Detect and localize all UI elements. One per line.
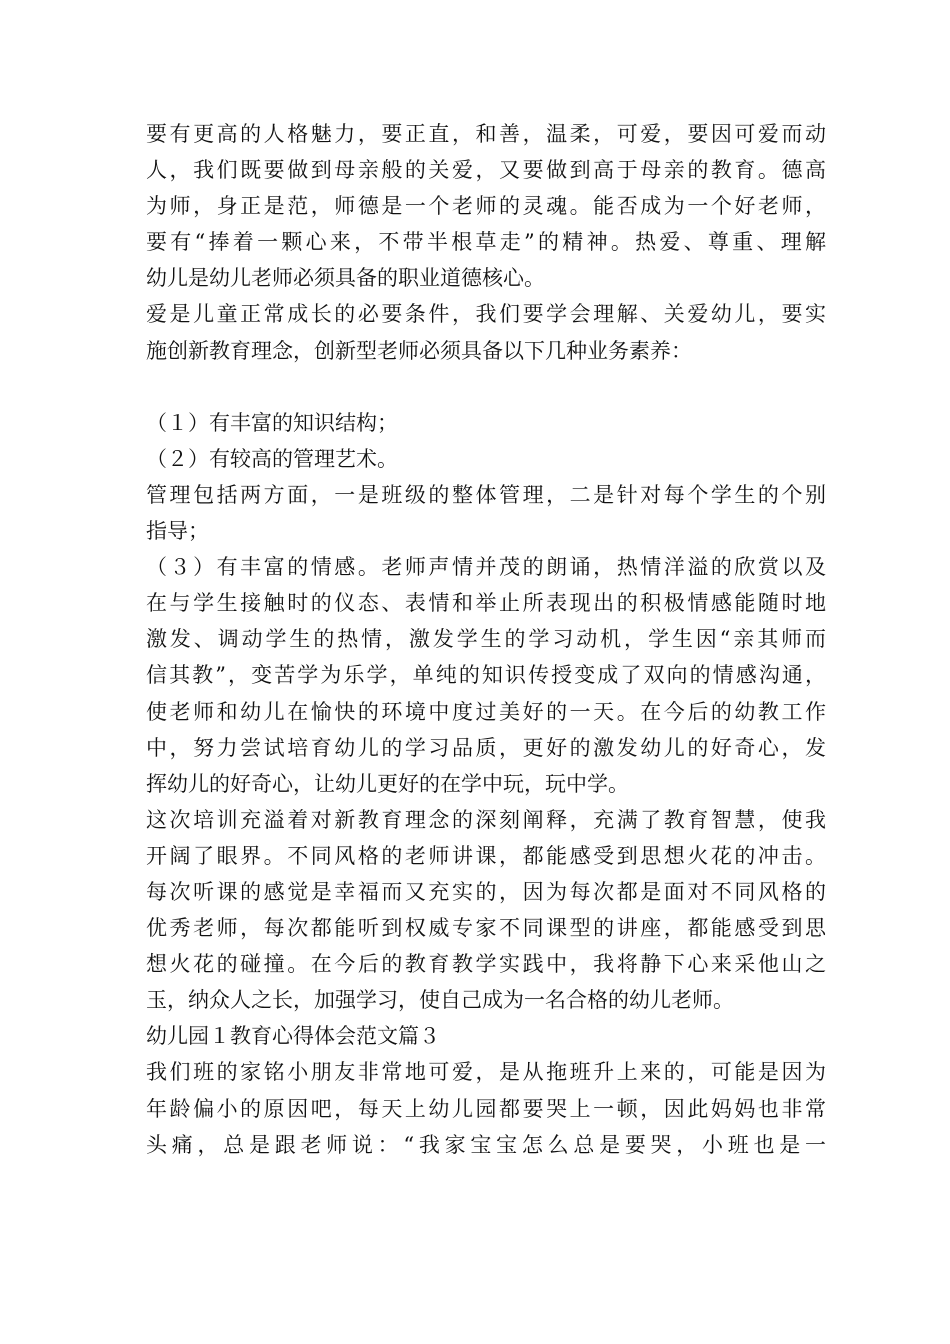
text-line: 要有更高的人格魅力，要正直，和善，温柔，可爱，要因可爱而动 xyxy=(146,122,826,146)
text-line: 爱是儿童正常成长的必要条件，我们要学会理解、关爱幼儿，要实 xyxy=(146,302,826,327)
text-line: 为师，身正是范，师德是一个老师的灵魂。能否成为一个好老师， xyxy=(146,194,826,219)
text-line: 挥幼儿的好奇心，让幼儿更好的在学中玩，玩中学。 xyxy=(146,771,629,796)
text-line: 玉，纳众人之长，加强学习，使自己成为一名合格的幼儿老师。 xyxy=(146,988,734,1013)
text-line: 想火花的碰撞。在今后的教育教学实践中，我将静下心来采他山之 xyxy=(146,952,826,977)
text-line: 管理包括两方面，一是班级的整体管理，二是针对每个学生的个别 xyxy=(146,482,826,507)
text-line: 每次听课的感觉是幸福而又充实的，因为每次都是面对不同风格的 xyxy=(146,879,826,904)
body-text xyxy=(146,116,826,1163)
section-heading: 幼儿园１教育心得体会范文篇３ xyxy=(146,1024,440,1049)
text-line: 头痛，总是跟老师说：“我家宝宝怎么总是要哭，小班也是一 xyxy=(146,1132,826,1157)
text-line: （２）有较高的管理艺术。 xyxy=(146,446,398,471)
text-line: 幼儿是幼儿老师必须具备的职业道德核心。 xyxy=(146,266,545,291)
text-line: 使老师和幼儿在愉快的环境中度过美好的一天。在今后的幼教工作 xyxy=(146,699,826,724)
text-line: 开阔了眼界。不同风格的老师讲课，都能感受到思想火花的冲击。 xyxy=(146,843,826,868)
text-line: 指导； xyxy=(146,519,209,544)
text-line: （１）有丰富的知识结构； xyxy=(146,410,398,435)
text-line: 要有“捧着一颗心来，不带半根草走”的精神。热爱、尊重、理解 xyxy=(146,230,826,255)
blank-line xyxy=(146,369,826,405)
text-line: 信其教”，变苦学为乐学，单纯的知识传授变成了双向的情感沟通， xyxy=(146,663,826,688)
text-line: 激发、调动学生的热情，激发学生的学习动机，学生因“亲其师而 xyxy=(146,627,826,652)
text-line: 中，努力尝试培育幼儿的学习品质，更好的激发幼儿的好奇心，发 xyxy=(146,735,826,760)
text-line: 人，我们既要做到母亲般的关爱，又要做到高于母亲的教育。德高 xyxy=(146,158,826,183)
text-line: 年龄偏小的原因吧，每天上幼儿园都要哭上一顿，因此妈妈也非常 xyxy=(146,1096,826,1121)
text-line: （３）有丰富的情感。老师声情并茂的朗诵，热情洋溢的欣赏以及 xyxy=(146,555,826,580)
text-line: 在与学生接触时的仪态、表情和举止所表现出的积极情感能随时地 xyxy=(146,591,826,616)
text-line: 这次培训充溢着对新教育理念的深刻阐释，充满了教育智慧，使我 xyxy=(146,807,826,832)
text-line: 施创新教育理念，创新型老师必须具备以下几种业务素养： xyxy=(146,338,692,363)
text-line: 优秀老师，每次都能听到权威专家不同课型的讲座，都能感受到思 xyxy=(146,916,826,941)
text-line: 我们班的家铭小朋友非常地可爱，是从拖班升上来的，可能是因为 xyxy=(146,1060,826,1085)
